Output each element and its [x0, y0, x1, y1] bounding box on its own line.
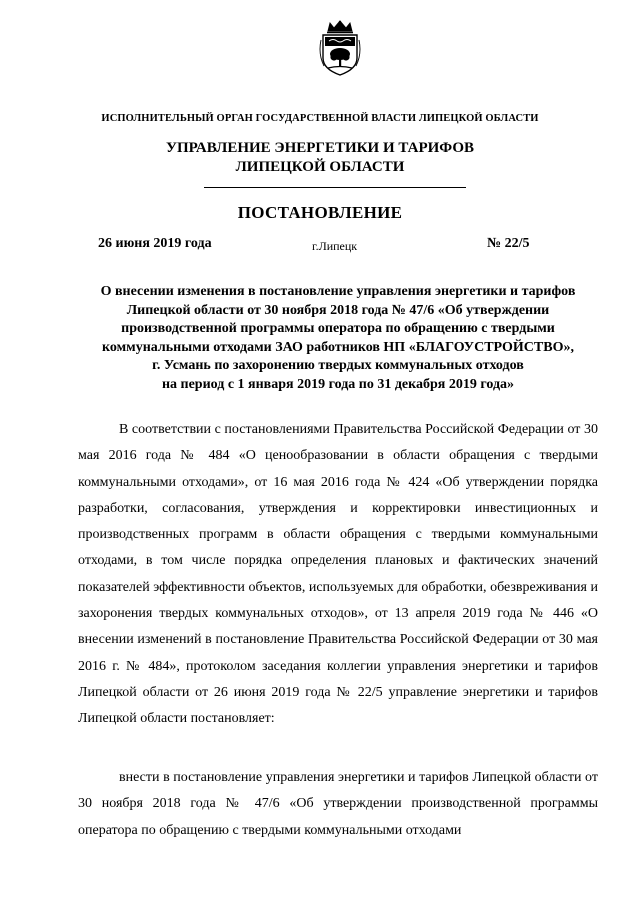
document-date: 26 июня 2019 года [98, 236, 212, 251]
title-line: г. Усмань по захоронению твердых коммунальных отходов [152, 358, 524, 373]
body-paragraph-preamble: В соответствии с постановлениями Правительства Российской Федерации от 30 мая 2016 года № 484 «О ценообразовании в области обращения с твердыми коммунальными отходами», от 16 мая 2016 года № 424 «Об утверждении порядка разработки, согласования, утверждения и корректировки инвестиционных и производственных программ в области обращения с твердыми коммунальными отходами, в том числе порядка определения плановых и фактических значений показателей эффективности объектов, используемых для обработки, обезвреживания и захоронения твердых коммунальных отходов», от 13 апреля 2019 года № 446 «О внесении изменений в постановление Правительства Российской Федерации от 30 мая 2016 г. № 484», протоколом заседания коллегии управления энергетики и тарифов Липецкой области от 26 июня 2019 года № 22/5 управление энергетики и тарифов Липецкой области постановляет: [78, 422, 598, 727]
department-name [0, 139, 640, 177]
body-paragraph-resolution: внести в постановление управления энергетики и тарифов Липецкой области от 30 ноября 2018 года № 47/6 «Об утверждении производственной программы оператора по обращению с твердыми коммунальными отходами [78, 770, 598, 838]
title-line: коммунальными отходами ЗАО работников НП «БЛАГОУСТРОЙСТВО», [102, 339, 574, 355]
coat-of-arms-emblem [318, 20, 362, 76]
document-city: г.Липецк [312, 239, 358, 253]
department-name-line1: УПРАВЛЕНИЕ ЭНЕРГЕТИКИ И ТАРИФОВ [165, 140, 475, 156]
document-title [78, 283, 598, 394]
document-type-heading: ПОСТАНОВЛЕНИЕ [237, 203, 403, 222]
title-line: производственной программы оператора по обращению с твердыми [121, 321, 555, 336]
document-number: № 22/5 [487, 236, 530, 251]
department-name-line2: ЛИПЕЦКОЙ ОБЛАСТИ [235, 159, 405, 175]
header-divider [204, 187, 466, 188]
issuing-agency-line: ИСПОЛНИТЕЛЬНЫЙ ОРГАН ГОСУДАРСТВЕННОЙ ВЛАСТИ ЛИПЕЦКОЙ ОБЛАСТИ [101, 113, 539, 124]
title-line: О внесении изменения в постановление управления энергетики и тарифов [100, 284, 576, 299]
title-line: на период с 1 января 2019 года по 31 декабря 2019 года» [161, 376, 515, 392]
title-line: Липецкой области от 30 ноября 2018 года № 47/6 «Об утверждении [126, 302, 550, 318]
